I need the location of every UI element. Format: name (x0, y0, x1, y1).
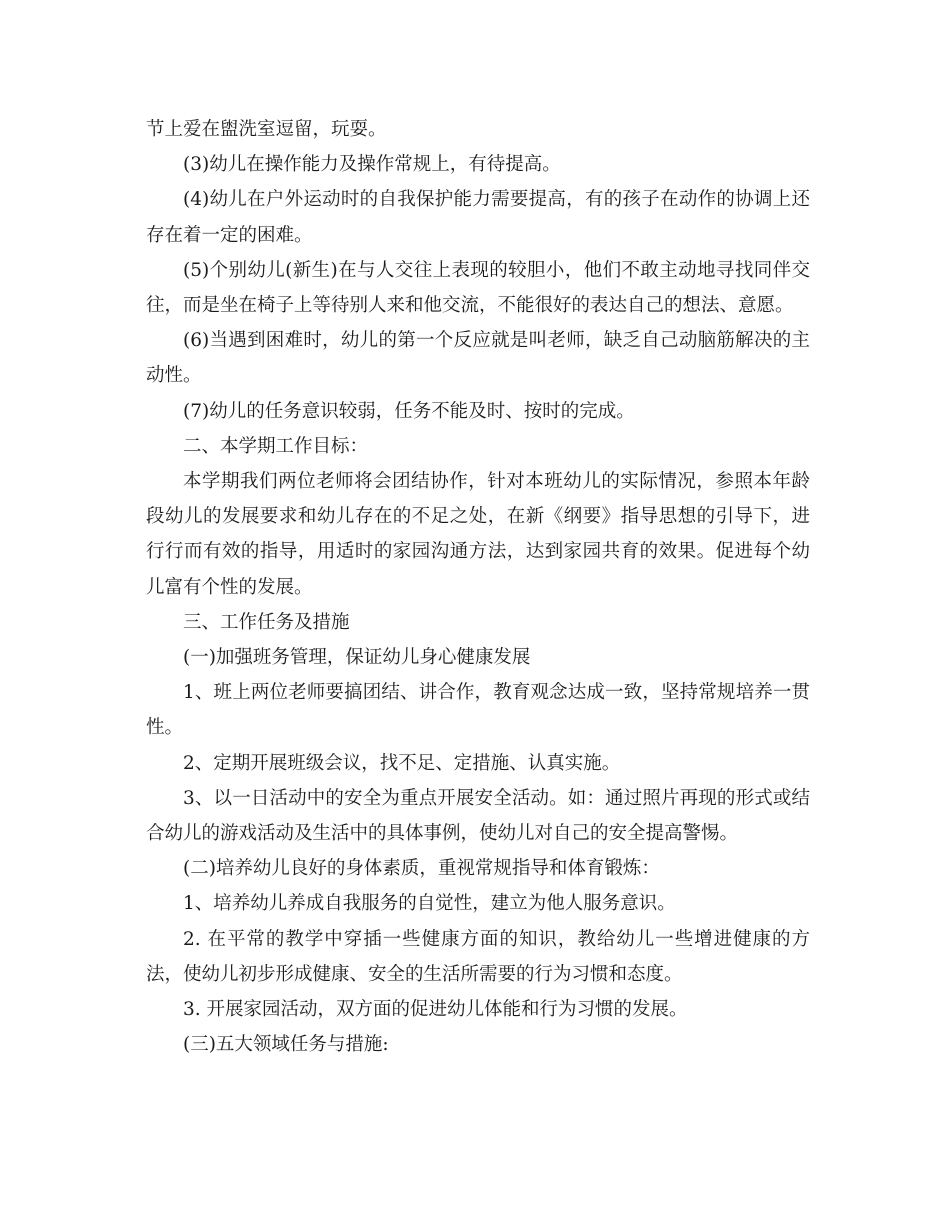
document-body (146, 112, 810, 1062)
subsection-heading-1: (一)加强班务管理，保证幼儿身心健康发展 (183, 647, 531, 669)
list-item: 1、培养幼儿养成自我服务的自觉性，建立为他人服务意识。 (183, 893, 676, 915)
paragraph-continuation: 节上爱在盥洗室逗留，玩耍。 (146, 119, 387, 140)
list-item: 3、以一日活动中的安全为重点开展安全活动。如：通过照片再现的形式或结合幼儿的游戏活动及生活中的具体事例，使幼儿对自己的安全提高警惕。 (146, 787, 810, 845)
subsection-heading-3: (三)五大领域任务与措施: (183, 1034, 389, 1056)
paragraph-goals: 本学期我们两位老师将会团结协作，针对本班幼儿的实际情况，参照本年龄段幼儿的发展要求和幼儿存在的不足之处，在新《纲要》指导思想的引导下，进行行而有效的指导，用适时的家园沟通方法，达到家园共育的效果。促进每个幼儿富有个性的发展。 (146, 471, 810, 598)
section-heading-tasks: 三、工作任务及措施 (183, 611, 350, 633)
paragraph-item-7: (7)幼儿的任务意识较弱，任务不能及时、按时的完成。 (183, 400, 635, 422)
subsection-heading-2: (二)培养幼儿良好的身体素质，重视常规指导和体育锻炼： (183, 858, 660, 880)
paragraph-item-5: (5)个别幼儿(新生)在与人交往上表现的较胆小，他们不敢主动地寻找同伴交往，而是坐在椅子上等待别人来和他交流，不能很好的表达自己的想法、意愿。 (146, 259, 810, 317)
paragraph-item-6: (6)当遇到困难时，幼儿的第一个反应就是叫老师，缺乏自己动脑筋解决的主动性。 (146, 330, 810, 387)
list-item: 3. 开展家园活动，双方面的促进幼儿体能和行为习惯的发展。 (183, 999, 688, 1021)
paragraph-item-3: (3)幼儿在操作能力及操作常规上，有待提高。 (183, 154, 561, 176)
list-item: 2. 在平常的教学中穿插一些健康方面的知识，教给幼儿一些增进健康的方法，使幼儿初步形成健康、安全的生活所需要的行为习惯和态度。 (146, 928, 810, 985)
paragraph-item-4: (4)幼儿在户外运动时的自我保护能力需要提高，有的孩子在动作的协调上还存在着一定的困难。 (146, 189, 810, 246)
list-item: 1、班上两位老师要搞团结、讲合作，教育观念达成一致，坚持常规培养一贯性。 (146, 682, 810, 739)
list-item: 2、定期开展班级会议，找不足、定措施、认真实施。 (183, 752, 621, 774)
section-heading-goals: 二、本学期工作目标： (183, 435, 369, 457)
